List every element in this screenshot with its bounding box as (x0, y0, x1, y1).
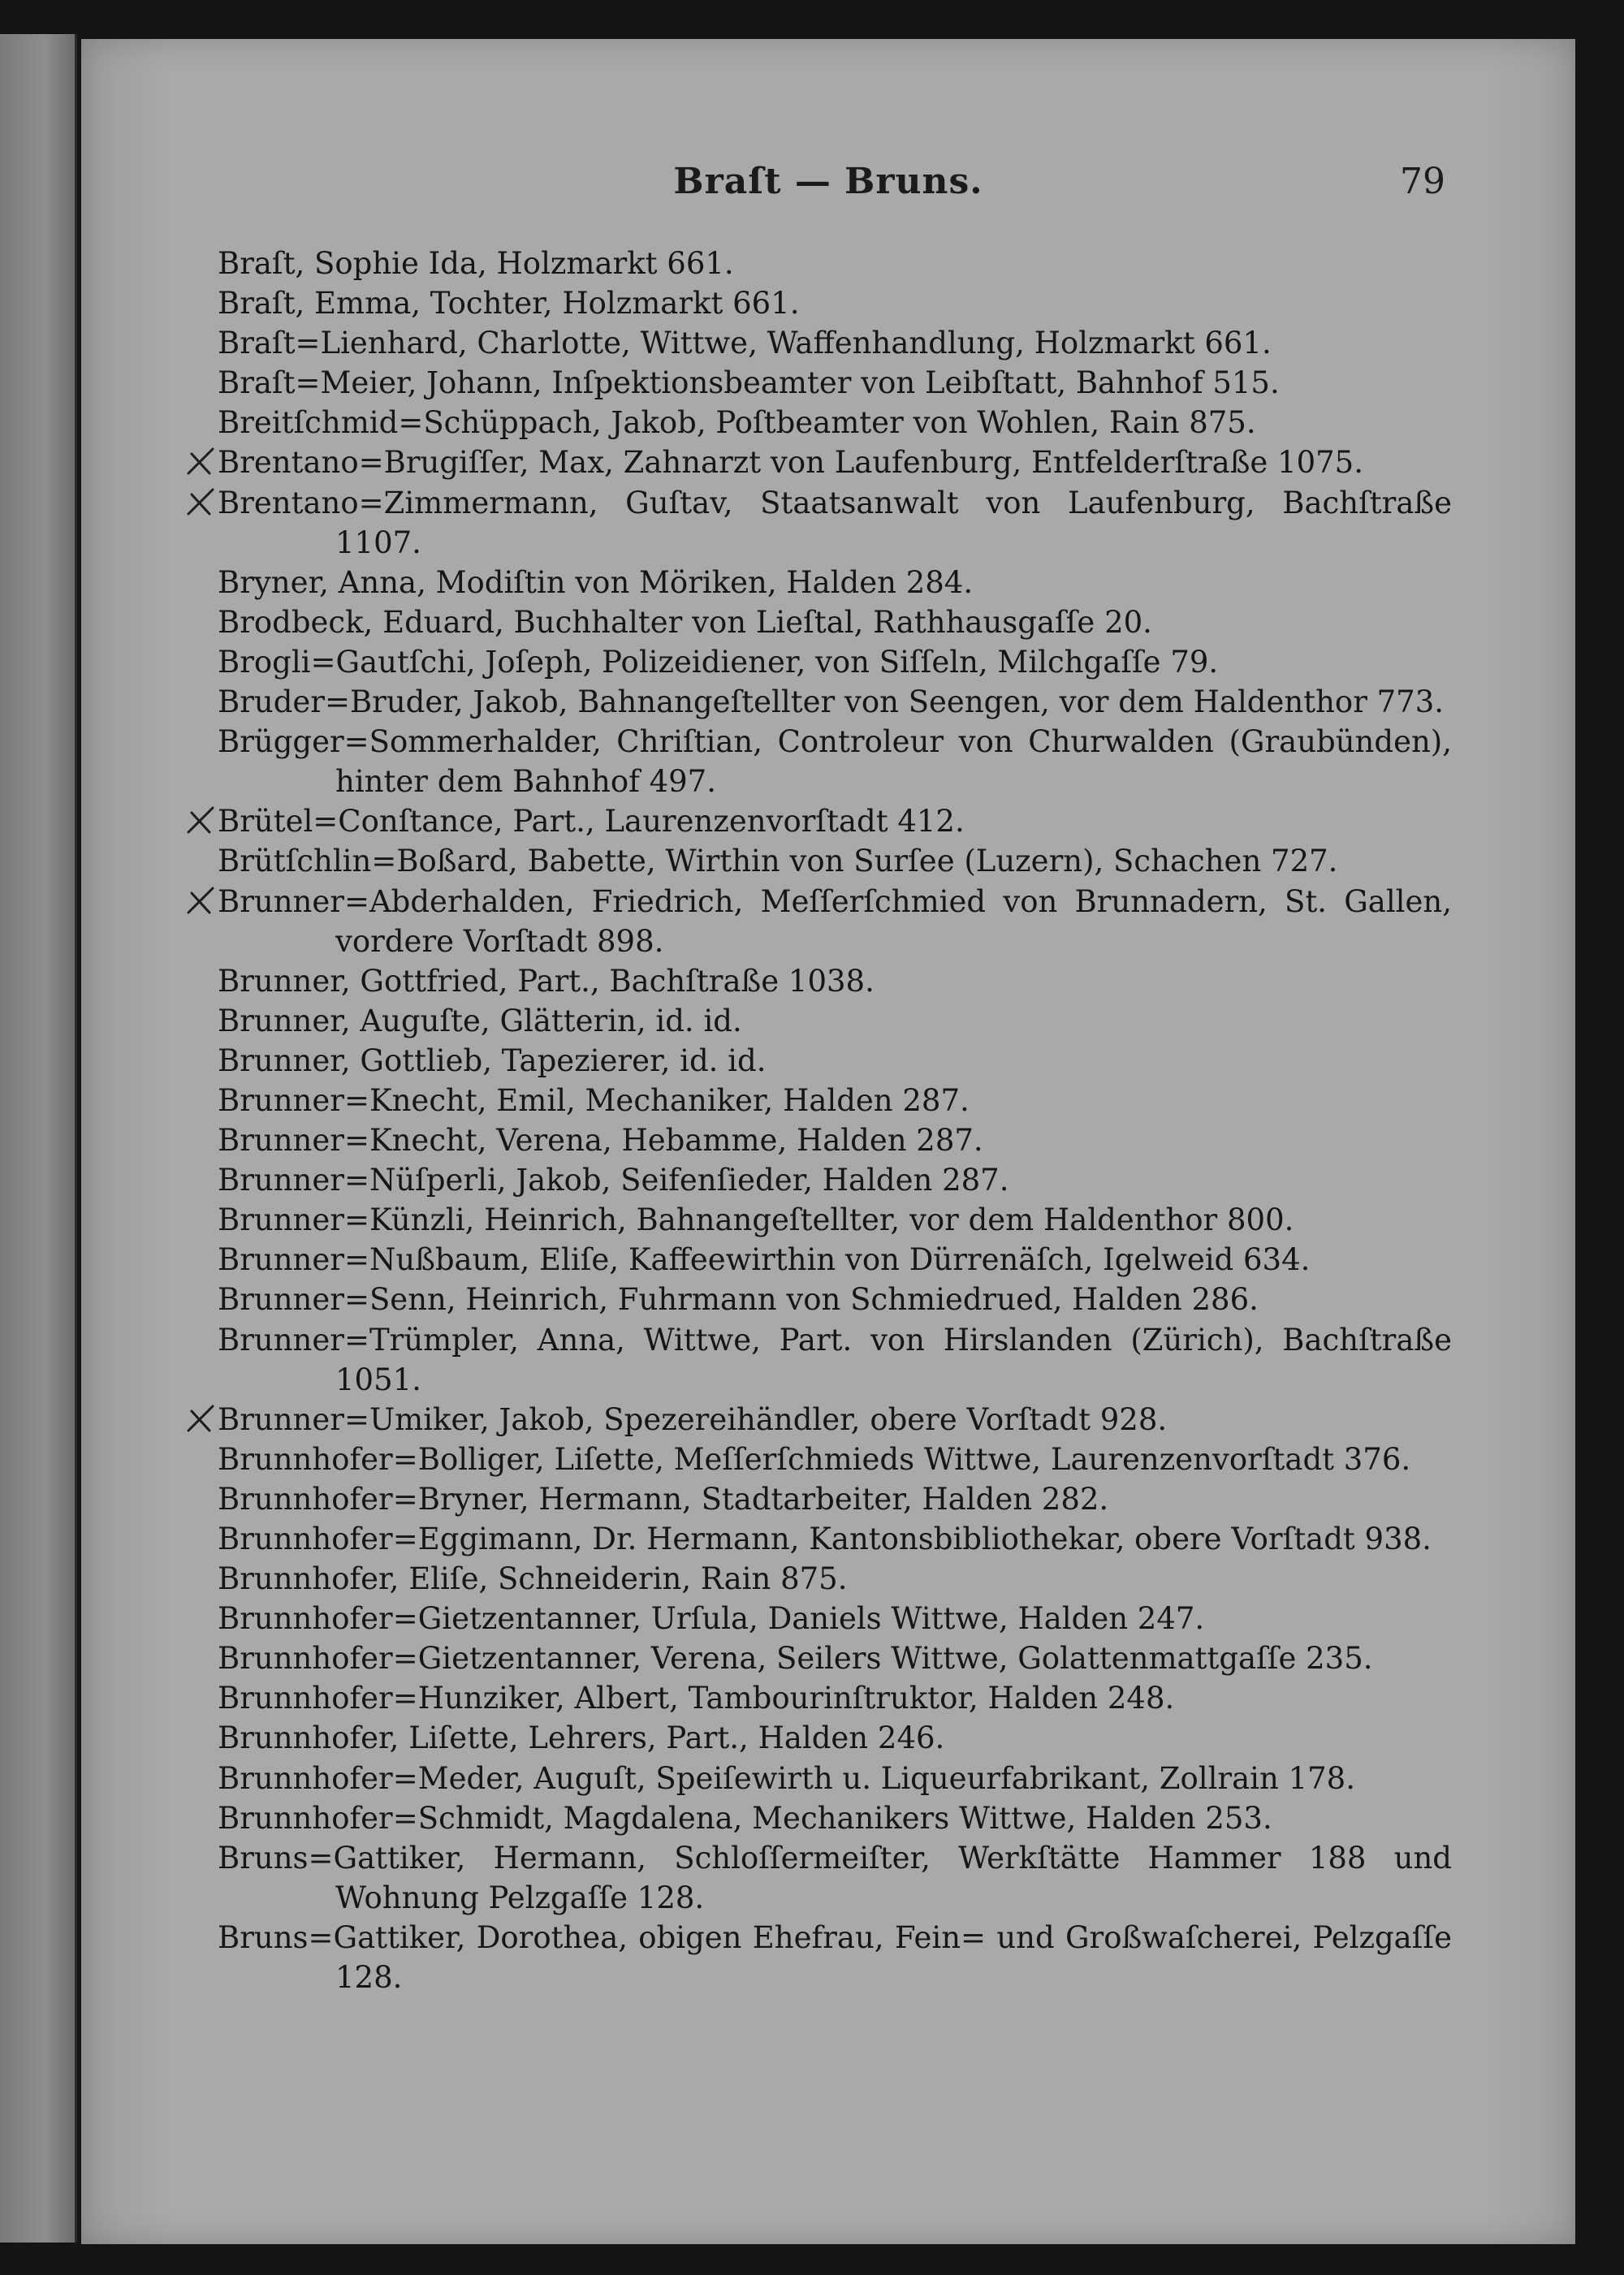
entry-text: Braſt=Lienhard, Charlotte, Wittwe, Waffenhandlung, Holzmarkt 661. (218, 326, 1272, 361)
directory-entry (218, 1479, 1452, 1519)
entry-text: Brunner=Abderhalden, Friedrich, Meſſerſchmied von Brunnadern, St. Gallen, vordere Vorſtadt 898. (218, 883, 1452, 959)
directory-entry (218, 1838, 1452, 1918)
entry-text: Brentano=Brugiſſer, Max, Zahnarzt von Laufenburg, Entfelderſtraße 1075. (218, 445, 1363, 481)
directory-entry (218, 1001, 1452, 1041)
entry-text: Brunnhofer=Gietzentanner, Verena, Seilers Wittwe, Golattenmattgaſſe 235. (218, 1641, 1373, 1677)
directory-entry (218, 1320, 1452, 1400)
directory-entry (218, 801, 1452, 841)
directory-entry (218, 1638, 1452, 1678)
entry-text: Brodbeck, Eduard, Buchhalter von Lieſtal, Rathhausgaſſe 20. (218, 604, 1152, 640)
directory-entry (218, 323, 1452, 363)
entry-text: Brunner=Umiker, Jakob, Spezereihändler, obere Vorſtadt 928. (218, 1401, 1168, 1437)
entry-text: Brunnhofer=Hunziker, Albert, Tambourinſtruktor, Halden 248. (218, 1681, 1175, 1716)
entry-text: Brunner, Gottlieb, Tapezierer, id. id. (218, 1043, 767, 1078)
directory-entry (218, 1400, 1452, 1440)
handwritten-check-mark-icon (185, 885, 218, 917)
entry-text: Braſt, Sophie Ida, Holzmarkt 661. (218, 246, 734, 281)
entry-text: Brunnhofer, Liſette, Lehrers, Part., Halden 246. (218, 1720, 945, 1756)
directory-entry (218, 363, 1452, 403)
directory-entry (218, 1160, 1452, 1200)
directory-entry (218, 682, 1452, 722)
directory-entry (218, 1081, 1452, 1120)
handwritten-check-mark-icon (185, 446, 218, 478)
directory-entry (218, 403, 1452, 442)
entry-text: Brunnhofer=Schmidt, Magdalena, Mechanikers Wittwe, Halden 253. (218, 1800, 1272, 1836)
entry-text: Brunner=Knecht, Emil, Mechaniker, Halden 287. (218, 1082, 970, 1118)
directory-entry (218, 1200, 1452, 1240)
entry-text: Brunnhofer, Eliſe, Schneiderin, Rain 875. (218, 1561, 848, 1597)
directory-entry (218, 642, 1452, 682)
directory-entry (218, 722, 1452, 801)
entry-text: Breitſchmid=Schüppach, Jakob, Poſtbeamter von Wohlen, Rain 875. (218, 405, 1256, 441)
directory-entry (218, 1240, 1452, 1280)
entry-text: Brunner=Senn, Heinrich, Fuhrmann von Schmiedrued, Halden 286. (218, 1282, 1259, 1318)
directory-entry (218, 1120, 1452, 1160)
running-head: Braſt — Bruns. (673, 161, 983, 202)
entry-text: Brunnhofer=Bryner, Hermann, Stadtarbeiter, Halden 282. (218, 1481, 1109, 1517)
directory-entry (218, 283, 1452, 323)
directory-entry (218, 563, 1452, 602)
directory-entry (218, 882, 1452, 961)
entry-text: Brunnhofer=Bolliger, Liſette, Meſſerſchmieds Wittwe, Laurenzenvorſtadt 376. (218, 1441, 1411, 1477)
entry-text: Bryner, Anna, Modiſtin von Möriken, Halden 284. (218, 564, 974, 600)
entry-text: Brunner=Knecht, Verena, Hebamme, Halden 287. (218, 1123, 983, 1159)
directory-entry (218, 1798, 1452, 1838)
entry-text: Bruns=Gattiker, Hermann, Schloſſermeiſter, Werkſtätte Hammer 188 und Wohnung Pelzgaſſe 128. (218, 1840, 1452, 1915)
directory-entry (218, 602, 1452, 642)
directory-entry (218, 1599, 1452, 1638)
entry-text: Brunner=Künzli, Heinrich, Bahnangeſtellter, vor dem Haldenthor 800. (218, 1202, 1294, 1238)
entry-text: Brunner=Nußbaum, Eliſe, Kaffeewirthin von Dürrenäſch, Igelweid 634. (218, 1242, 1311, 1278)
entry-text: Braſt, Emma, Tochter, Holzmarkt 661. (218, 286, 800, 322)
handwritten-check-mark-icon (185, 1403, 218, 1435)
handwritten-check-mark-icon (185, 486, 218, 519)
entry-text: Brütel=Conſtance, Part., Laurenzenvorſtadt 412. (218, 804, 965, 840)
directory-entry (218, 1440, 1452, 1479)
entry-text: Brütſchlin=Boßard, Babette, Wirthin von Surſee (Luzern), Schachen 727. (218, 844, 1338, 879)
entry-text: Brunnhofer=Meder, Auguſt, Speiſewirth u. Liqueurfabrikant, Zollrain 178. (218, 1760, 1355, 1796)
entry-text: Brogli=Gautſchi, Joſeph, Polizeidiener, von Siſſeln, Milchgaſſe 79. (218, 644, 1219, 680)
directory-entry (218, 244, 1452, 283)
directory-entry (218, 1519, 1452, 1559)
entry-text: Brunnhofer=Eggimann, Dr. Hermann, Kantonsbibliothekar, obere Vorſtadt 938. (218, 1522, 1432, 1556)
entry-text: Braſt=Meier, Johann, Inſpektionsbeamter von Leibſtatt, Bahnhof 515. (218, 365, 1280, 401)
directory-entry (218, 483, 1452, 563)
previous-page-edge (0, 34, 77, 2243)
entry-text: Bruder=Bruder, Jakob, Bahnangeſtellter von Seengen, vor dem Haldenthor 773. (218, 684, 1445, 720)
entry-text: Brügger=Sommerhalder, Chriſtian, Controleur von Churwalden (Graubünden), hinter dem Bahnhof 497. (218, 724, 1452, 800)
page-header (211, 161, 1445, 234)
entry-text: Bruns=Gattiker, Dorothea, obigen Ehefrau, Fein= und Großwaſcherei, Pelzgaſſe 128. (218, 1919, 1452, 1996)
entry-text: Brunner, Auguſte, Glätterin, id. id. (218, 1003, 742, 1038)
entry-text: Brunner=Trümpler, Anna, Wittwe, Part. von Hirslanden (Zürich), Bachſtraße 1051. (218, 1322, 1452, 1397)
directory-entry (218, 841, 1452, 881)
directory-entry (218, 1759, 1452, 1798)
entry-text: Brunner, Gottfried, Part., Bachſtraße 1038. (218, 963, 875, 999)
entry-text: Brunner=Nüſperli, Jakob, Seifenſieder, Halden 287. (218, 1163, 1009, 1198)
directory-entry (218, 1559, 1452, 1599)
entry-text: Brunnhofer=Gietzentanner, Urſula, Daniels Wittwe, Halden 247. (218, 1601, 1205, 1637)
directory-entry (218, 1041, 1452, 1081)
directory-entry (218, 1280, 1452, 1319)
directory-entry (218, 1678, 1452, 1718)
directory-entries (218, 244, 1452, 1997)
directory-entry (218, 961, 1452, 1001)
entry-text: Brentano=Zimmermann, Guſtav, Staatsanwalt von Laufenburg, Bachſtraße 1107. (218, 485, 1452, 560)
directory-entry (218, 1718, 1452, 1758)
handwritten-check-mark-icon (185, 805, 218, 837)
directory-entry (218, 1918, 1452, 1997)
page-number: 79 (1400, 161, 1445, 202)
page-sheet (81, 39, 1575, 2244)
directory-entry (218, 442, 1452, 482)
